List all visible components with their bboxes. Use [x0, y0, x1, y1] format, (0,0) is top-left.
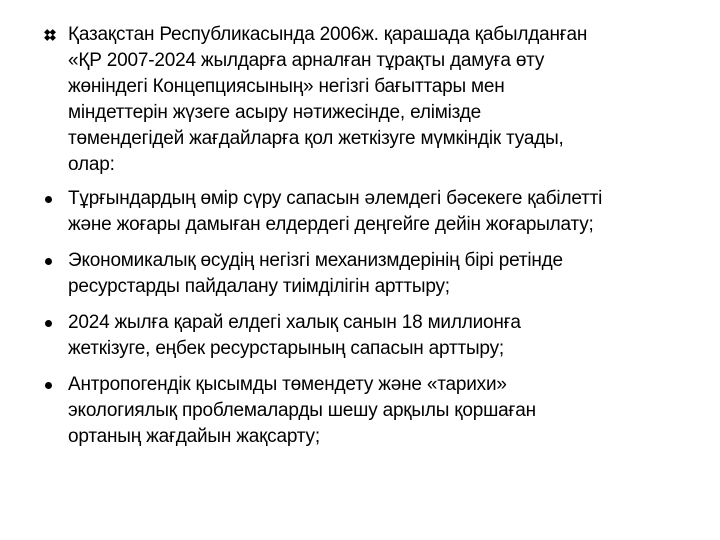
text-line: Тұрғындардың өмір сүру сапасын әлемдегі бәсекеге қабілетті [68, 188, 603, 209]
text-line: «ҚР 2007-2024 жылдарға арналған тұрақты дамуға өту [68, 50, 545, 71]
round-bullet-icon [42, 248, 60, 274]
text-line: төмендегідей жағдайларға қол жеткізуге мүмкіндік туады, [68, 128, 564, 149]
text-line: ортаның жағдайын жақсарту; [68, 426, 320, 447]
text-line: олар: [68, 154, 115, 175]
diamond-bullet-icon [42, 22, 60, 48]
bullet-item-population [42, 310, 682, 362]
text-line: ресурстарды пайдалану тиімділігін арттыру; [68, 276, 450, 297]
round-bullet-icon [42, 372, 60, 398]
text-line: міндеттерін жүзеге асыру нәтижесінде, елімізде [68, 102, 481, 123]
bullet-item-environment [42, 372, 682, 450]
round-bullet-icon [42, 186, 60, 212]
slide-content [42, 22, 682, 460]
text-line: жөніндегі Концепциясының» негізгі бағыттары мен [68, 76, 505, 97]
round-bullet-icon [42, 310, 60, 336]
text-line: жеткізуге, еңбек ресурстарының сапасын арттыру; [68, 338, 504, 359]
text-line: 2024 жылға қарай елдегі халық санын 18 миллионға [68, 312, 521, 333]
bullet-item-resource-efficiency [42, 248, 682, 300]
bullet-item-quality-of-life [42, 186, 682, 238]
text-line: экологиялық проблемаларды шешу арқылы қоршаған [68, 400, 536, 421]
text-line: Антропогендік қысымды төмендету және «тарихи» [68, 374, 507, 395]
intro-paragraph [42, 22, 682, 178]
text-line: және жоғары дамыған елдердегі деңгейге дейін жоғарылату; [68, 214, 594, 235]
text-line: Қазақстан Республикасында 2006ж. қарашада қабылданған [68, 24, 588, 45]
text-line: Экономикалық өсудің негізгі механизмдерінің бірі ретінде [68, 250, 563, 271]
